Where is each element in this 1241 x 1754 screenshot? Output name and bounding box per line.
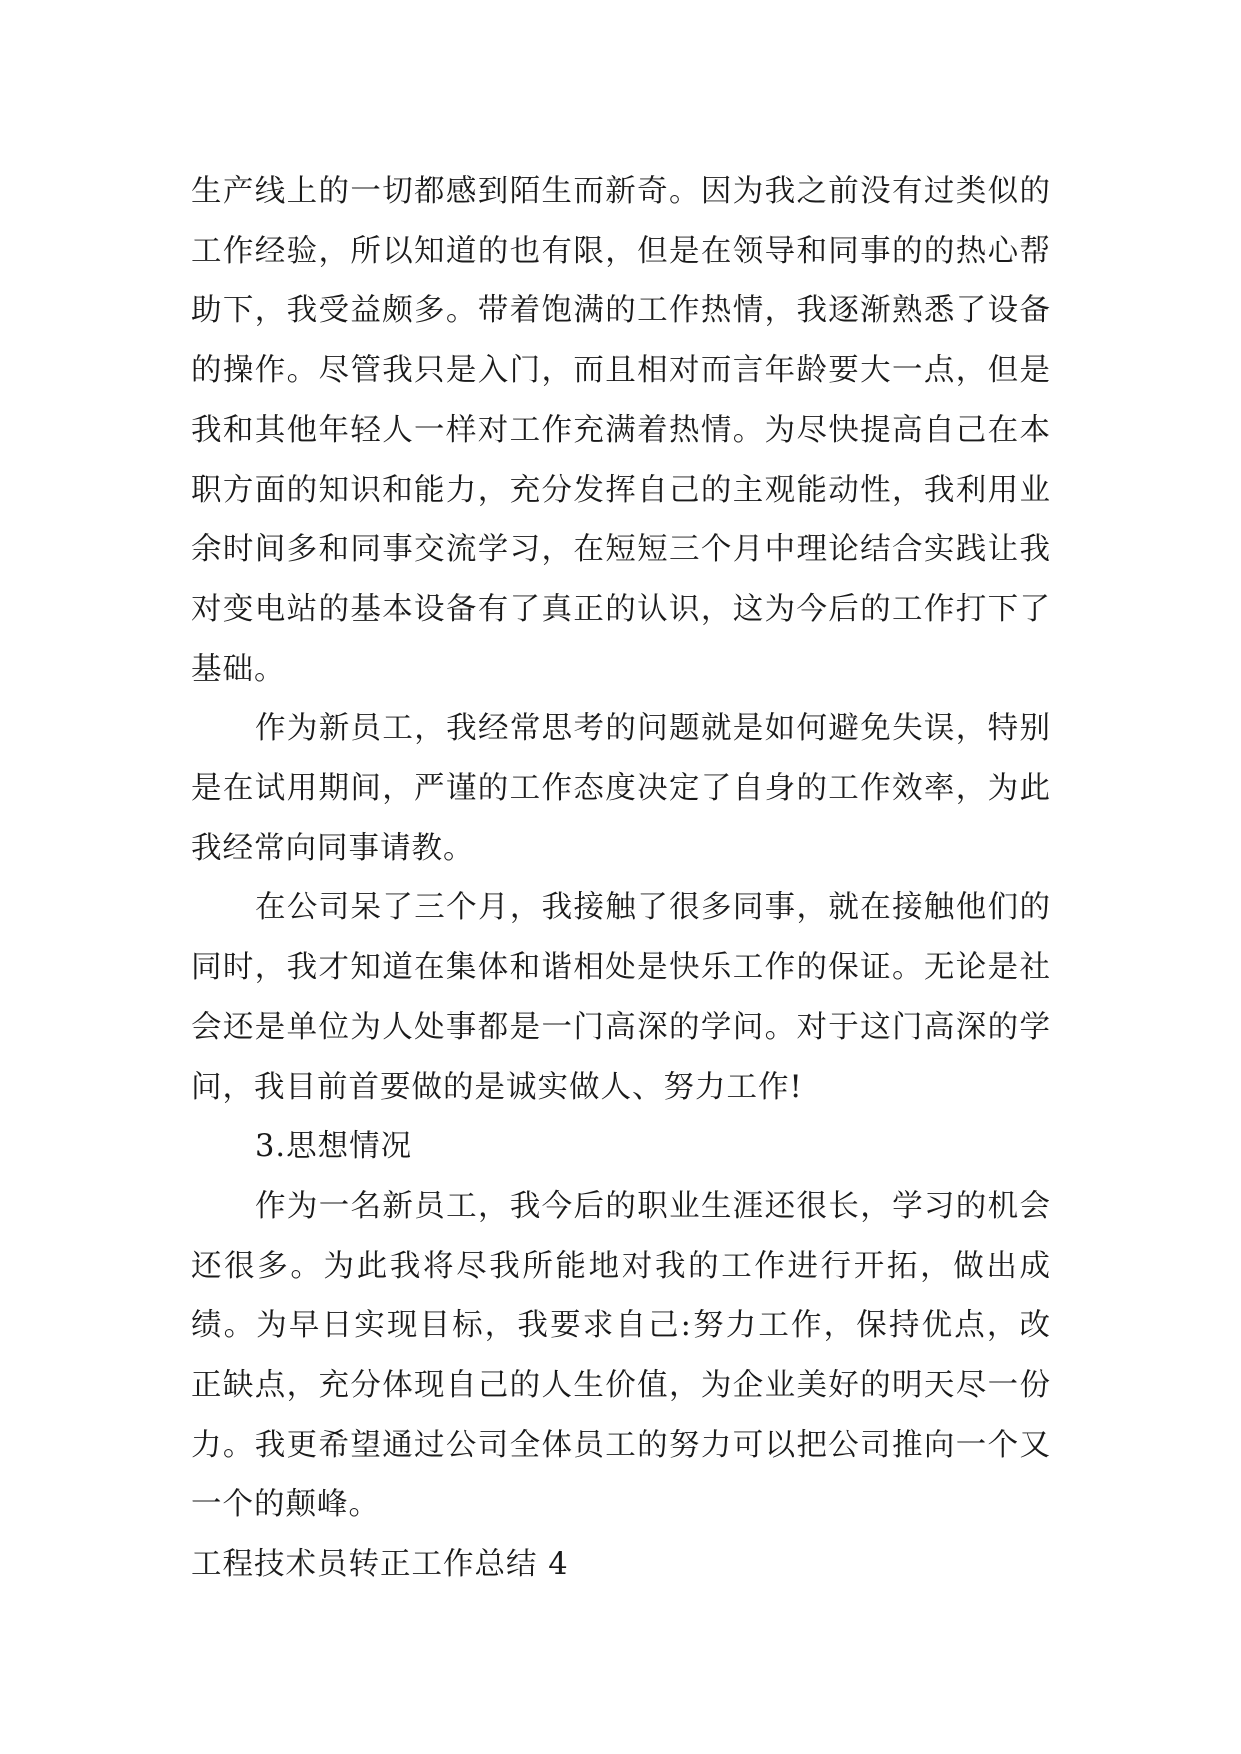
body-paragraph-colleagues: 在公司呆了三个月，我接触了很多同事，就在接触他们的同时，我才知道在集体和谐相处是快乐工作的保证。无论是社会还是单位为人处事都是一门高深的学问。对于这门高深的学问，我目前首要做的是诚实做人、努力工作! xyxy=(191,890,1051,1105)
body-paragraph-goals: 作为一名新员工，我今后的职业生涯还很长，学习的机会还很多。为此我将尽我所能地对我的工作进行开拓，做出成绩。为早日实现目标，我要求自己:努力工作，保持优点，改正缺点，充分体现自己的人生价值，为企业美好的明天尽一份力。我更希望通过公司全体员工的努力可以把公司推向一个又一个的颠峰。 xyxy=(191,1188,1051,1523)
body-paragraph-new-employee: 作为新员工，我经常思考的问题就是如何避免失误，特别是在试用期间，严谨的工作态度决定了自身的工作效率，为此我经常向同事请教。 xyxy=(191,711,1051,866)
document-body xyxy=(191,162,1051,1595)
section-heading-thoughts: 3.思想情况 xyxy=(255,1129,413,1165)
next-section-title: 工程技术员转正工作总结 4 xyxy=(191,1547,569,1583)
body-paragraph-continuation: 生产线上的一切都感到陌生而新奇。因为我之前没有过类似的工作经验，所以知道的也有限，但是在领导和同事的的热心帮助下，我受益颇多。带着饱满的工作热情，我逐渐熟悉了设备的操作。尽管我只是入门，而且相对而言年龄要大一点，但是我和其他年轻人一样对工作充满着热情。为尽快提高自己在本职方面的知识和能力，充分发挥自己的主观能动性，我利用业余时间多和同事交流学习，在短短三个月中理论结合实践让我对变电站的基本设备有了真正的认识，这为今后的工作打下了基础。 xyxy=(191,174,1051,687)
